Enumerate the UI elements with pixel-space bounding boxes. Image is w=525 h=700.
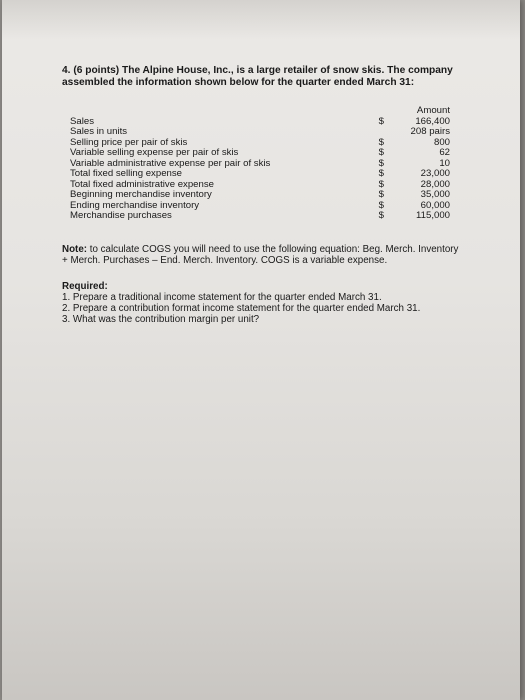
required-item-2: 2. Prepare a contribution format income statement for the quarter ended March 31.	[62, 303, 421, 314]
row-amount: 35,000	[420, 189, 450, 200]
row-label: Variable selling expense per pair of skis	[70, 147, 239, 158]
row-label: Beginning merchandise inventory	[70, 189, 212, 200]
note-text-1: to calculate COGS you will need to use the following equation: Beg. Merch. Inventory	[87, 244, 459, 255]
row-amount: 800	[433, 136, 450, 148]
required-item-1: 1. Prepare a traditional income statement for the quarter ended March 31.	[62, 292, 382, 303]
row-currency: $	[378, 168, 384, 179]
cogs-note	[62, 244, 482, 266]
row-amount: 28,000	[420, 178, 450, 190]
row-currency: $	[378, 178, 384, 190]
row-amount: 208 pairs	[410, 126, 450, 137]
table-row	[70, 169, 450, 180]
row-label: Sales in units	[70, 126, 128, 137]
row-amount: 115,000	[416, 210, 450, 221]
table-row	[70, 211, 450, 222]
row-currency: $	[378, 147, 384, 158]
required-section	[62, 281, 482, 325]
row-label: Selling price per pair of skis	[70, 136, 188, 148]
paper-shading	[2, 0, 520, 40]
row-label: Total fixed administrative expense	[70, 178, 214, 190]
row-amount: 60,000	[420, 199, 450, 211]
required-item-3: 3. What was the contribution margin per unit?	[62, 314, 260, 325]
row-label: Variable administrative expense per pair of skis	[70, 157, 271, 169]
row-amount: 10	[439, 157, 450, 169]
table-row	[70, 127, 450, 138]
note-text-2: + Merch. Purchases – End. Merch. Inventory. COGS is a variable expense.	[62, 255, 388, 266]
data-table	[70, 106, 450, 222]
row-label: Merchandise purchases	[70, 210, 172, 221]
table-row	[70, 190, 450, 201]
row-currency	[370, 127, 384, 138]
row-currency: $	[378, 210, 384, 221]
row-currency: $	[378, 136, 384, 148]
row-label: Total fixed selling expense	[70, 168, 182, 179]
question-prompt	[62, 65, 462, 89]
required-heading: Required:	[62, 281, 108, 292]
amount-header: Amount	[416, 105, 450, 116]
row-amount: 62	[439, 147, 450, 158]
row-amount: 23,000	[420, 168, 450, 179]
paper-sheet	[2, 0, 520, 700]
row-label: Ending merchandise inventory	[70, 199, 200, 211]
table-row	[70, 117, 450, 128]
note-label: Note:	[62, 244, 88, 255]
row-amount: 166,400	[415, 115, 450, 127]
question-line-1: 4. (6 points) The Alpine House, Inc., is a large retailer of snow skis. The company	[62, 65, 453, 76]
row-currency: $	[378, 199, 384, 211]
table-header-row	[70, 106, 450, 117]
note-line-1	[62, 244, 482, 255]
table-row	[70, 148, 450, 159]
row-currency: $	[378, 157, 384, 169]
question-line-2: assembled the information shown below for the quarter ended March 31:	[62, 77, 415, 88]
row-currency: $	[378, 115, 384, 127]
row-currency: $	[378, 189, 384, 200]
row-label: Sales	[70, 115, 94, 127]
